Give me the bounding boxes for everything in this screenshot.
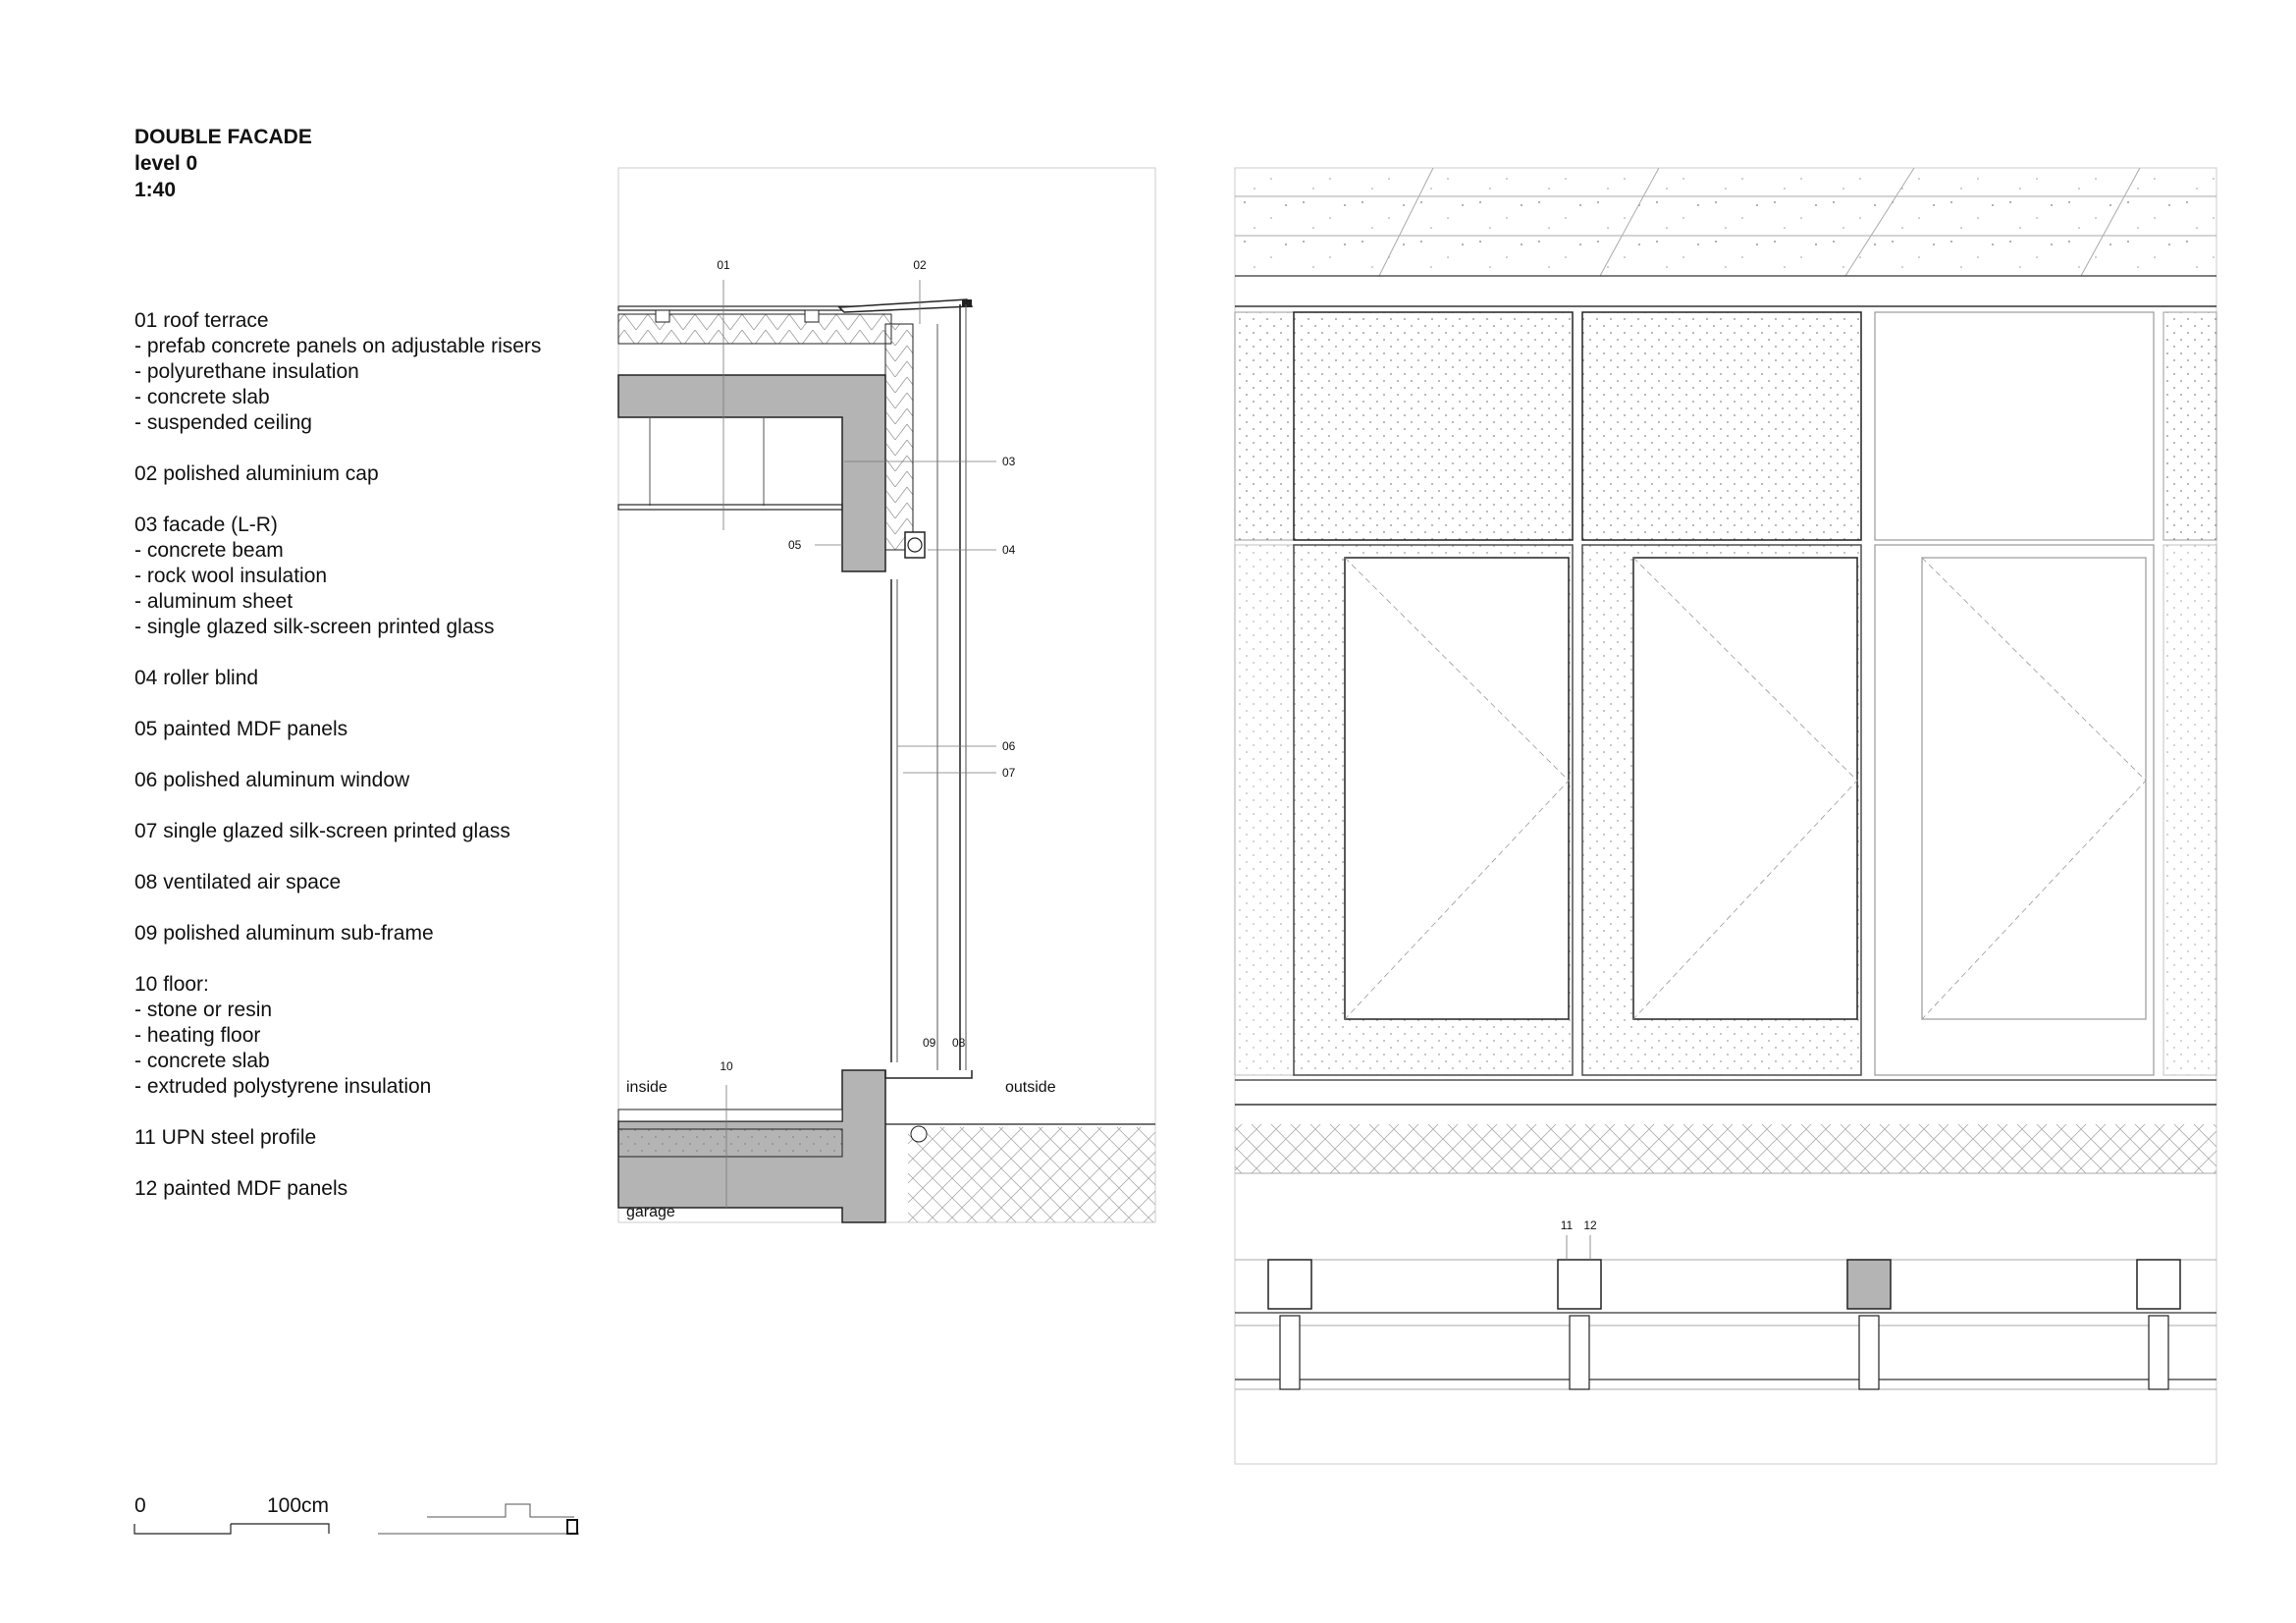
legend-line: 05 painted MDF panels <box>134 718 348 740</box>
callout-12: 12 <box>1583 1218 1597 1232</box>
legend-line: 10 floor: <box>134 973 209 996</box>
scale-end: 100cm <box>267 1494 330 1517</box>
scale-bar <box>134 1524 329 1534</box>
riser <box>805 310 819 322</box>
drawing-title: DOUBLE FACADE <box>134 126 312 148</box>
concrete-slab-beam <box>618 375 885 571</box>
callout-07: 07 <box>1002 766 1016 780</box>
suspended-ceiling <box>618 505 842 510</box>
legend-line: 11 UPN steel profile <box>134 1126 317 1149</box>
callout-11: 11 <box>1560 1218 1574 1232</box>
legend-line: - heating floor <box>134 1024 261 1047</box>
legend-line: - rock wool insulation <box>134 565 328 587</box>
legend-line: 06 polished aluminum window <box>134 769 410 791</box>
window-3 <box>1922 558 2146 1019</box>
legend-line: - prefab concrete panels on adjustable risers <box>134 335 542 357</box>
drain <box>911 1126 927 1142</box>
plan-detail <box>1235 1218 2216 1389</box>
legend-line: - stone or resin <box>134 999 273 1021</box>
legend-line: 04 roller blind <box>134 667 259 689</box>
legend-line: 03 facade (L-R) <box>134 514 278 536</box>
window-2 <box>1633 558 1857 1019</box>
legend-line: - concrete slab <box>134 1050 270 1072</box>
rock-wool <box>885 324 913 550</box>
floor-insulation <box>618 1129 842 1157</box>
drawing-scale: 1:40 <box>134 179 177 201</box>
legend-line: 01 roof terrace <box>134 309 269 332</box>
callout-08: 08 <box>952 1036 966 1050</box>
callout-01: 01 <box>717 258 730 272</box>
legend-line: - concrete slab <box>134 386 270 408</box>
riser <box>656 310 669 322</box>
callout-02: 02 <box>913 258 927 272</box>
roof-paving-band <box>1235 168 2216 276</box>
sub-frame <box>885 1070 972 1078</box>
legend-line: 02 polished aluminium cap <box>134 462 379 485</box>
ground <box>908 1127 1155 1222</box>
legend-line: - suspended ceiling <box>134 411 312 434</box>
legend-line: 08 ventilated air space <box>134 871 342 893</box>
label-outside: outside <box>1005 1079 1056 1096</box>
legend-line: - aluminum sheet <box>134 590 294 613</box>
callout-06: 06 <box>1002 739 1016 753</box>
legend-line: 07 single glazed silk-screen printed glass <box>134 820 510 842</box>
heating-floor <box>618 1109 842 1121</box>
callout-10: 10 <box>720 1059 733 1073</box>
cap-profile <box>962 299 972 307</box>
callout-04: 04 <box>1002 543 1016 557</box>
callout-09: 09 <box>923 1036 936 1050</box>
legend-line: 12 painted MDF panels <box>134 1177 348 1200</box>
callout-03: 03 <box>1002 455 1016 468</box>
label-garage: garage <box>626 1204 675 1220</box>
legend-line: - polyurethane insulation <box>134 360 359 383</box>
callout-05: 05 <box>788 538 802 552</box>
legend-line: - extruded polystyrene insulation <box>134 1075 432 1098</box>
scale-start: 0 <box>134 1494 146 1517</box>
facade-elevation <box>1235 168 2216 1464</box>
legend-line: - concrete beam <box>134 539 284 562</box>
window-1 <box>1345 558 1569 1019</box>
legend-line: 09 polished aluminum sub-frame <box>134 922 434 945</box>
legend-line: - single glazed silk-screen printed glass <box>134 616 495 638</box>
aluminium-cap <box>839 299 972 312</box>
drawing-level: level 0 <box>134 152 198 175</box>
ground-band <box>1235 1124 2216 1173</box>
key-plan <box>378 1504 579 1534</box>
label-inside: inside <box>626 1079 667 1096</box>
facade-section <box>618 168 1155 1222</box>
